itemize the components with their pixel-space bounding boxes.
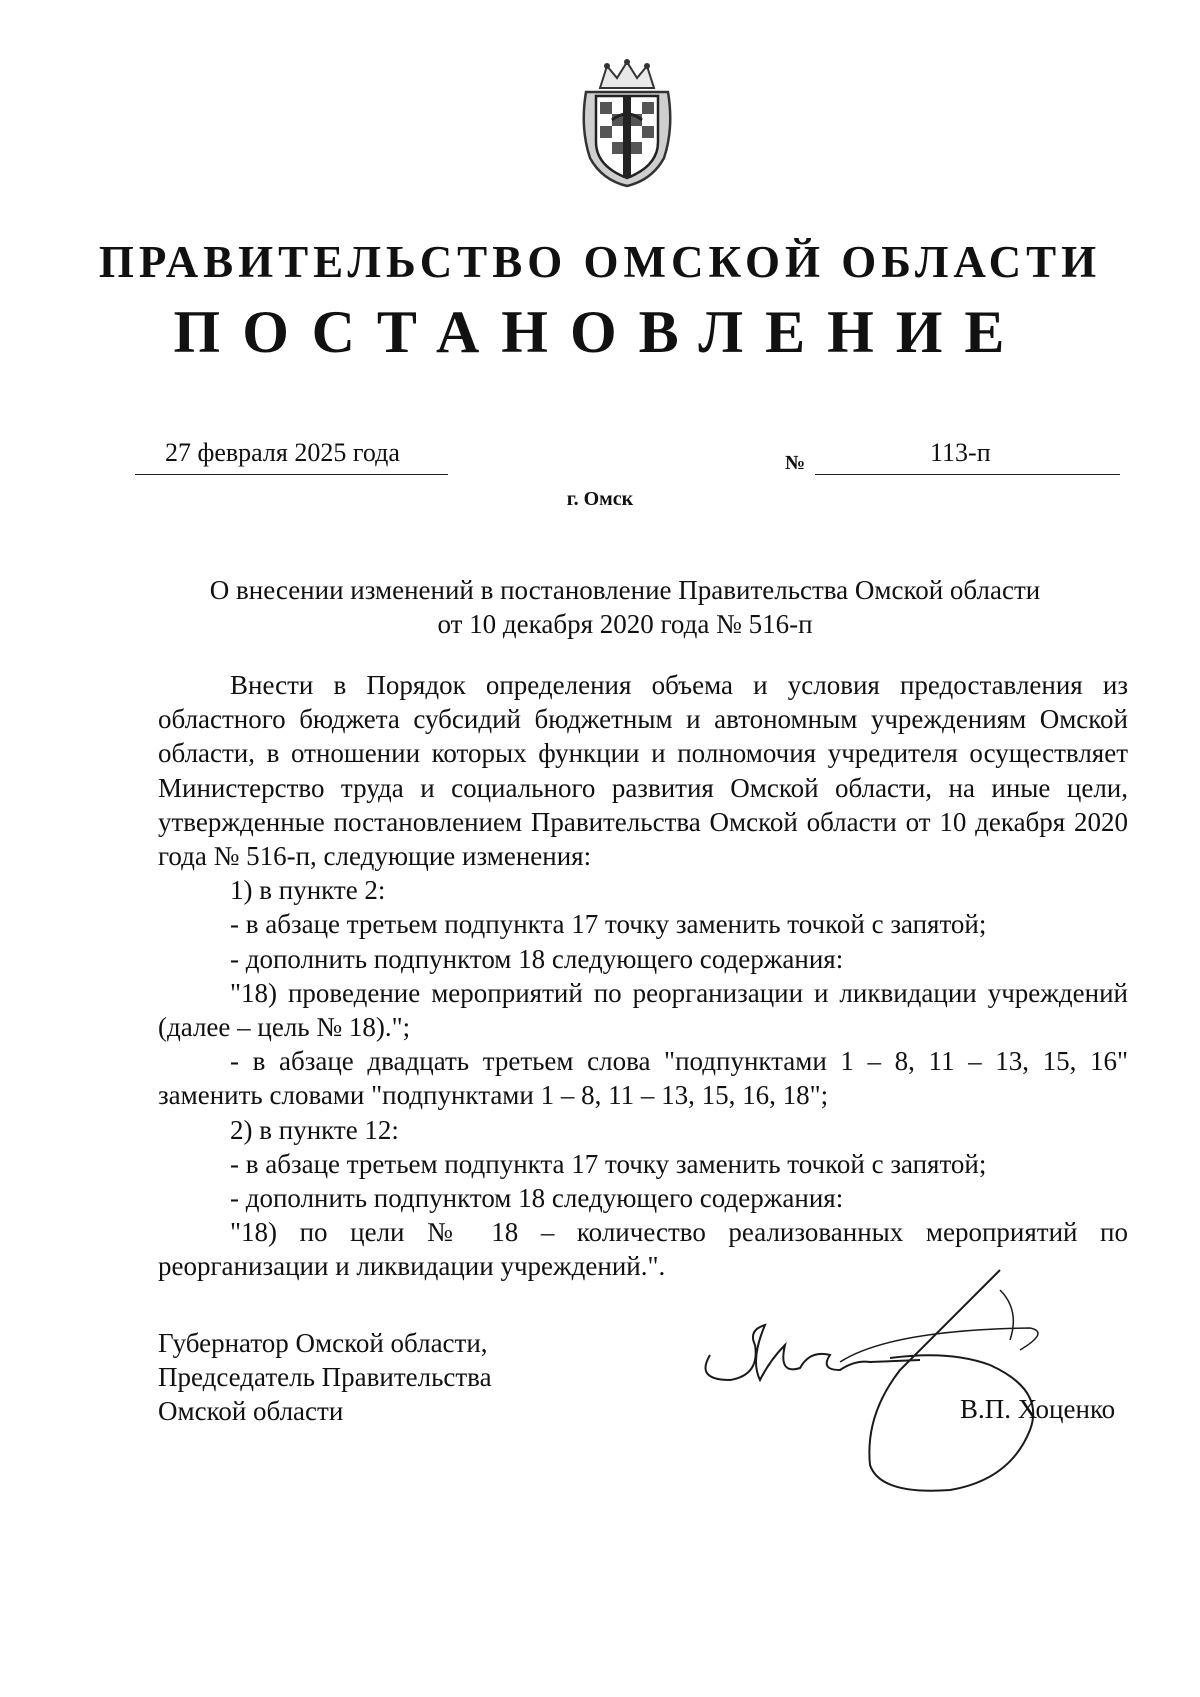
subject-line: от 10 декабря 2020 года № 516-п — [437, 609, 813, 639]
position-line: Губернатор Омской области, — [158, 1328, 488, 1358]
body-paragraph: 2) в пункте 12: — [230, 1114, 399, 1145]
body-paragraph: "18) проведение мероприятий по реорганизации и ликвидации учреждений (далее – цель № 18)."; — [158, 977, 1128, 1043]
date-field — [135, 438, 448, 475]
body-paragraph: Внести в Порядок определения объема и условия предоставления из областного бюджета субсидий бюджетным и автономным учреждениям Омской области, в отношении которых функции и полномочия учредителя осуществляет Министерство труда и социального развития Омской области, на иные цели, утвержденные постановлением Правительства Омской области от 10 декабря 2020 года № 516-п, следующие изменения: — [158, 670, 1128, 872]
handwritten-signature — [690, 1250, 1110, 1510]
body-paragraph: "18) по цели № 18 – количество реализованных мероприятий по реорганизации и ликвидации учреждений.". — [158, 1217, 1128, 1282]
city-label: г. Омск — [566, 488, 634, 510]
document-body — [158, 668, 1128, 1284]
signatory-name: В.П. Хоценко — [960, 1394, 1116, 1424]
number-field — [815, 438, 1120, 475]
body-paragraph: 1) в пункте 2: — [230, 875, 386, 906]
position-line: Председатель Правительства — [158, 1362, 492, 1392]
body-paragraph: - в абзаце третьем подпункта 17 точку заменить точкой с запятой; — [230, 909, 987, 940]
signatory-position — [158, 1326, 492, 1428]
document-number: 113-п — [930, 438, 991, 467]
document-type: ПОСТАНОВЛЕНИЕ — [173, 299, 1027, 365]
number-sign: № — [785, 452, 806, 474]
document-date: 27 февраля 2025 года — [165, 438, 400, 467]
body-paragraph: - дополнить подпунктом 18 следующего содержания: — [230, 943, 844, 974]
coat-of-arms-icon — [572, 58, 682, 188]
government-title: ПРАВИТЕЛЬСТВО ОМСКОЙ ОБЛАСТИ — [98, 237, 1102, 287]
body-paragraph: - в абзаце третьем подпункта 17 точку заменить точкой с запятой; — [230, 1148, 987, 1179]
subject-line: О внесении изменений в постановление Правительства Омской области — [209, 575, 1041, 605]
body-paragraph: - дополнить подпунктом 18 следующего содержания: — [230, 1183, 844, 1214]
document-subject — [150, 573, 1100, 641]
body-paragraph: - в абзаце двадцать третьем слова "подпунктами 1 – 8, 11 – 13, 15, 16" заменить словами "подпунктами 1 – 8, 11 – 13, 15, 16, 18"; — [158, 1046, 1128, 1111]
position-line: Омской области — [158, 1396, 344, 1426]
